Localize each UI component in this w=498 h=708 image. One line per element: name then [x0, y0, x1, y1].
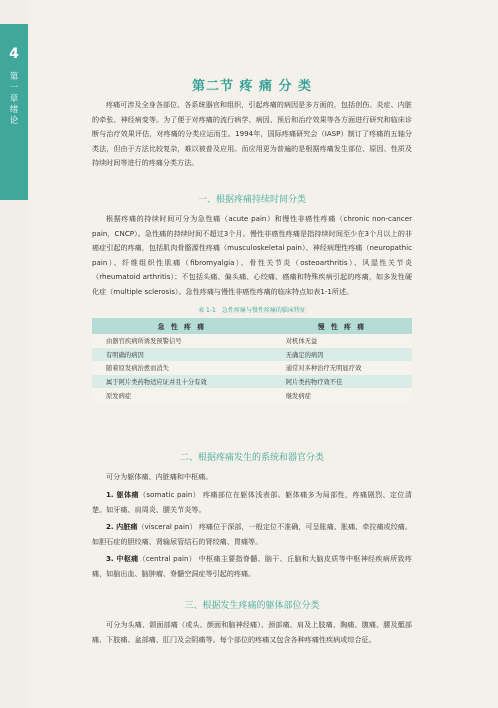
category-item: [92, 488, 412, 517]
category-term: 2. 内脏痛: [106, 522, 138, 531]
table-cell: 由器官疾病所诱发预警信号: [92, 334, 272, 348]
category-item: [92, 520, 412, 549]
table-cell: 阿片类药物疗效不佳: [272, 375, 412, 389]
table-cell: 原发病症: [92, 388, 272, 402]
category-item: [92, 552, 412, 581]
intro-paragraph: 疼痛可涉及全身各部位、各系统器官和组织，引起疼痛的病因是多方面的，包括创伤、炎症、内脏的牵张、神经病变等。为了便于对疼痛的流行病学、病因、预后和治疗效果等各方面进行研究和临床诊断与治疗效果评估，对疼痛的分类应运而生。1994年，国际疼痛研究会（IASP）制订了疼痛的五轴分类法，但由于方法比较复杂，难以被普及应用。而应用更为普遍的是根据疼痛发生部位、原因、性质及持续时间等进行的疼痛分类方法。: [92, 100, 412, 168]
table-cell: 随着原发病治愈而消失: [92, 361, 272, 375]
category-text: 中枢痛主要指脊髓、脑干、丘脑和大脑皮质等中枢神经疾病所致疼痛，如脑出血、脑肿瘤、脊髓空洞症等引起的疼痛。: [92, 554, 412, 578]
subsection-2-intro: 可分为躯体痛、内脏痛和中枢痛。: [106, 472, 213, 481]
category-en: （somatic pain）: [138, 490, 201, 499]
category-text: 疼痛位于深部，一般定位不准确，可呈胀痛、胀痛、牵拉痛或绞痛。如胆石症的胆绞痛、肾输尿管结石的肾绞痛、胃痛等。: [92, 522, 412, 546]
chapter-number: 4: [9, 46, 19, 62]
subsection-2-title: 二、根据疼痛发生的系统和器官分类: [179, 453, 324, 463]
table-cell: 通常对多种治疗无明显疗效: [272, 361, 412, 375]
category-en: （central pain）: [138, 554, 197, 563]
category-term: 1. 躯体痛: [106, 490, 139, 499]
table-header: 急 性 疼 痛: [92, 318, 272, 334]
category-text: 疼痛部位在躯体浅表部。躯体痛多为局部性，疼痛剧烈、定位清楚。如牙痛、肩周炎、腰关节炎等。: [92, 490, 412, 514]
table-row: [92, 361, 412, 375]
table-cell: 属于阿片类药物适应证并且十分有效: [92, 375, 272, 389]
subsection-3-text: 可分为头痛、颌面部痛（或头、颜面和脑神经痛）、颈部痛、肩及上肢痛、胸痛、腹痛、腰及骶部痛、下肢痛、盆部痛、肛门及会阴痛等。每个部位的疼痛又包含各种疼痛性疾病或综合征。: [92, 620, 412, 644]
table-cell: 对机体无益: [272, 334, 412, 348]
category-en: （visceral pain）: [137, 522, 197, 531]
table-cell: 继发病症: [272, 388, 412, 402]
comparison-table: [92, 318, 412, 402]
table-row: [92, 375, 412, 389]
chapter-sidebar: [0, 0, 28, 708]
chapter-label: 第一章 绪论: [9, 72, 19, 126]
subsection-1-title: 一、根据疼痛持续时间分类: [197, 195, 306, 205]
table-cell: 无确定的病因: [272, 348, 412, 362]
table-row: [92, 334, 412, 348]
table-row: [92, 388, 412, 402]
subsection-3-title: 三、根据发生疼痛的躯体部位分类: [184, 601, 320, 611]
table-header: 慢 性 疼 痛: [272, 318, 412, 334]
table-cell: 有明确的病因: [92, 348, 272, 362]
category-term: 3. 中枢痛: [106, 554, 139, 563]
section-title: 第二节 疼 痛 分 类: [191, 79, 313, 94]
table-caption: 表 1-1 急性疼痛与慢性疼痛的临床特征: [198, 307, 306, 314]
table-row: [92, 348, 412, 362]
subsection-1-text: 根据疼痛的持续时间可分为急性痛（acute pain）和慢性非癌性疼痛（chronic non-cancer pain，CNCP）。急性痛的持续时间不超过3个月。慢性非癌性疼痛是指持续时间至少在3个月以上的非癌症引起的疼痛，包括肌肉骨骼源性疼痛（musculoskeletal pain）、神经病理性疼痛（neuropathic pain）、纤维组织性肌痛（fibromyalgia）、骨性关节炎（osteoarthritis）、风湿性关节炎（rheumatoid arthritis）；不包括头痛、偏头痛、心绞痛、癌痛和特殊疾病引起的疼痛，如多发性硬化症（multiple sclerosis）。急性疼痛与慢性非癌性疼痛的临床特点如表1-1所述。: [92, 214, 412, 296]
